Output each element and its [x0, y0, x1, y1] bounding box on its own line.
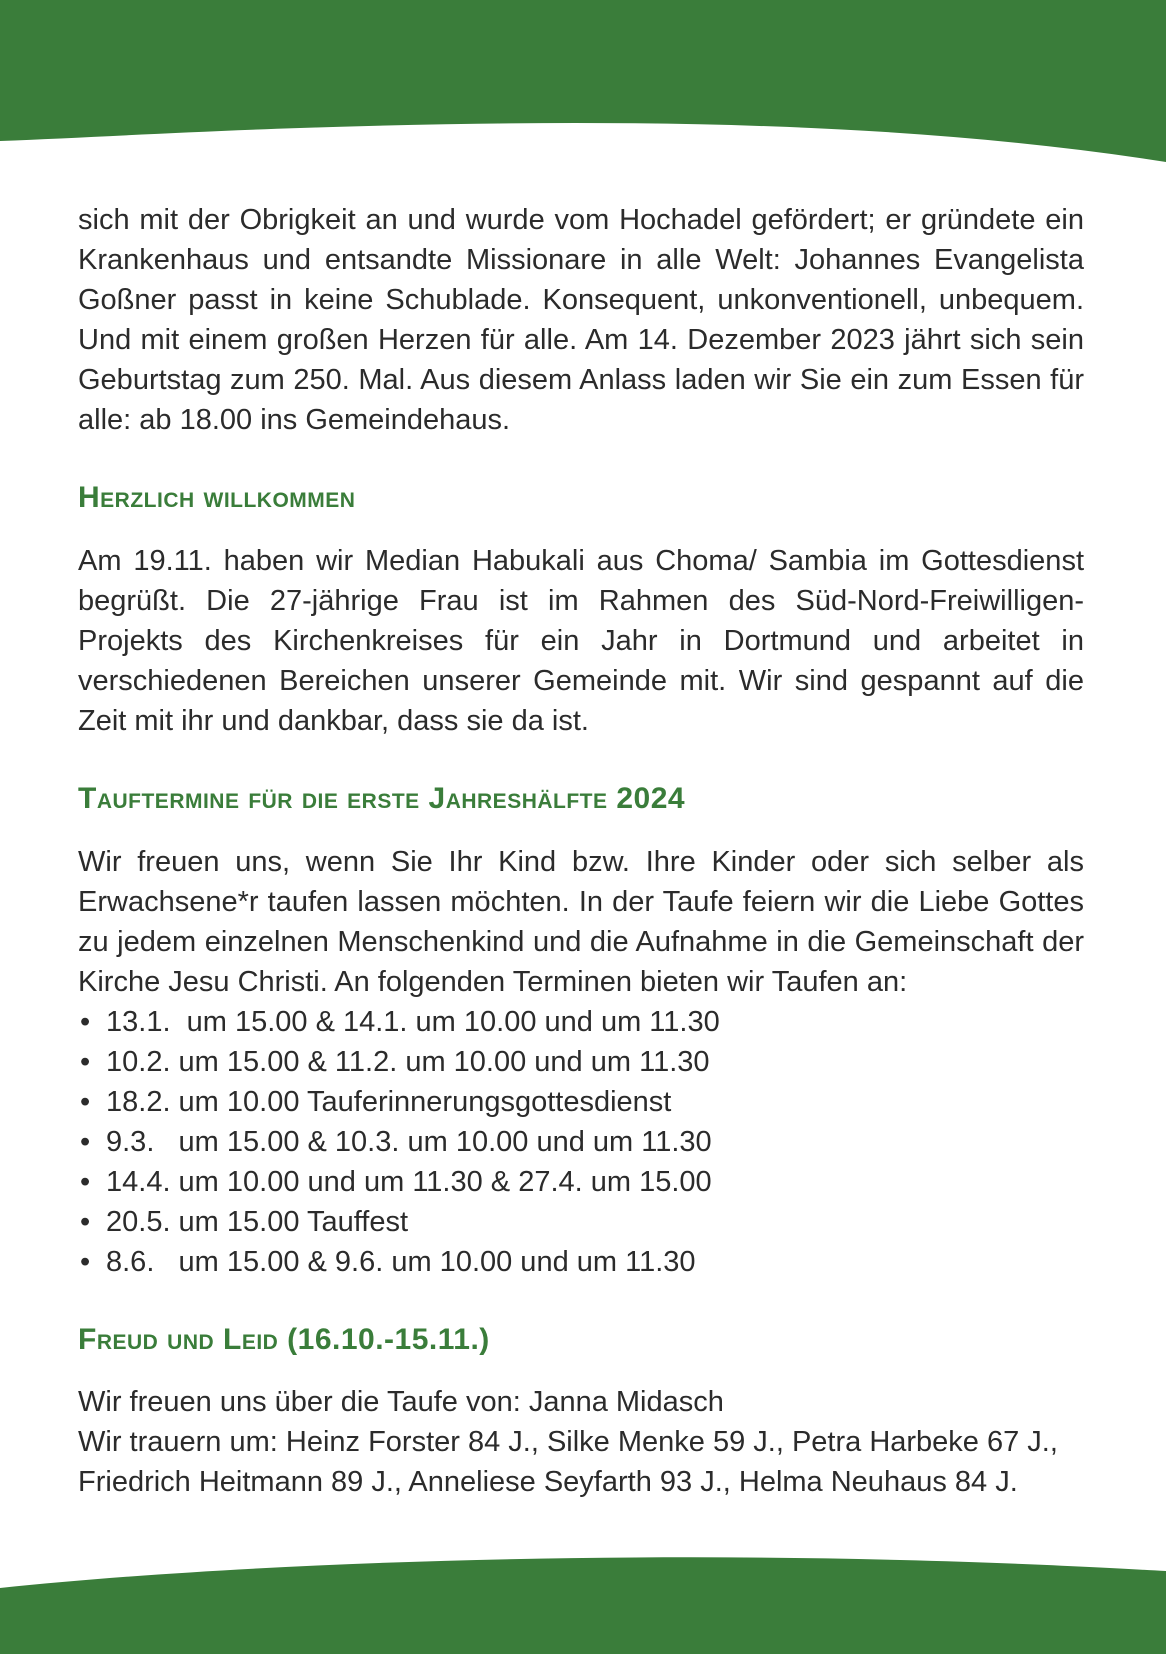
list-item	[78, 1202, 1084, 1242]
date-text: 8.6. um 15.00 & 9.6. um 10.00 und um 11.30	[106, 1246, 696, 1278]
bullet-icon: •	[80, 1006, 91, 1038]
bullet-icon: •	[80, 1126, 91, 1158]
baptism-paragraph: Wir freuen uns, wenn Sie Ihr Kind bzw. Ihre Kinder oder sich selber als Erwachsene*r taufen lassen möchten. In der Taufe feiern wir die Liebe Gottes zu jedem einzelnen Menschenkind und die Aufnahme in die Gemeinschaft der Kirche Jesu Christi. An folgenden Terminen bieten wir Taufen an:	[78, 846, 1084, 998]
list-item	[78, 1162, 1084, 1202]
mourning-line-2: Friedrich Heitmann 89 J., Anneliese Seyfarth 93 J., Helma Neuhaus 84 J.	[78, 1466, 1018, 1498]
date-text: 18.2. um 10.00 Tauferinnerungsgottesdienst	[106, 1086, 672, 1118]
date-text: 10.2. um 15.00 & 11.2. um 10.00 und um 11.30	[106, 1046, 710, 1078]
list-item	[78, 1002, 1084, 1042]
date-text: 13.1. um 15.00 & 14.1. um 10.00 und um 11.30	[106, 1006, 720, 1038]
joy-sorrow-heading: Freud und Leid (16.10.-15.11.)	[78, 1323, 490, 1356]
baptism-heading: Tauftermine für die erste Jahreshälfte 2024	[78, 782, 686, 815]
bullet-icon: •	[80, 1046, 91, 1078]
bullet-icon: •	[80, 1206, 91, 1238]
intro-paragraph: sich mit der Obrigkeit an und wurde vom Hochadel gefördert; er gründete ein Krankenhaus und entsandte Missionare in alle Welt: Johannes Evangelista Goßner passt in keine Schublade. Konsequent, unkonventionell, unbequem. Und mit einem großen Herzen für alle. Am 14. Dezember 2023 jährt sich sein Geburtstag zum 250. Mal. Aus diesem Anlass laden wir Sie ein zum Essen für alle: ab 18.00 ins Gemeindehaus.	[78, 204, 1084, 436]
list-item	[78, 1082, 1084, 1122]
date-text: 20.5. um 15.00 Tauffest	[106, 1206, 409, 1238]
bottom-green-wave	[0, 1544, 1166, 1654]
bullet-icon: •	[80, 1166, 91, 1198]
list-item	[78, 1042, 1084, 1082]
list-item	[78, 1242, 1084, 1282]
mourning-line-1: Wir trauern um: Heinz Forster 84 J., Silke Menke 59 J., Petra Harbeke 67 J.,	[78, 1426, 1058, 1458]
bullet-icon: •	[80, 1246, 91, 1278]
baptisms-line: Wir freuen uns über die Taufe von: Janna Midasch	[78, 1386, 724, 1418]
date-text: 14.4. um 10.00 und um 11.30 & 27.4. um 15.00	[106, 1166, 712, 1198]
bullet-icon: •	[80, 1086, 91, 1118]
welcome-heading: Herzlich willkommen	[78, 481, 356, 514]
welcome-paragraph: Am 19.11. haben wir Median Habukali aus Choma/ Sambia im Gottesdienst begrüßt. Die 27-jährige Frau ist im Rahmen des Süd-Nord-Freiwilligen-Projekts des Kirchenkreises für ein Jahr in Dortmund und arbeitet in verschiedenen Bereichen unserer Gemeinde mit. Wir sind gespannt auf die Zeit mit ihr und dankbar, dass sie da ist.	[78, 545, 1084, 737]
baptism-dates-list	[78, 1002, 1084, 1282]
page-content	[78, 200, 1084, 1502]
top-green-wave	[0, 0, 1166, 170]
date-text: 9.3. um 15.00 & 10.3. um 10.00 und um 11.30	[106, 1126, 712, 1158]
list-item	[78, 1122, 1084, 1162]
